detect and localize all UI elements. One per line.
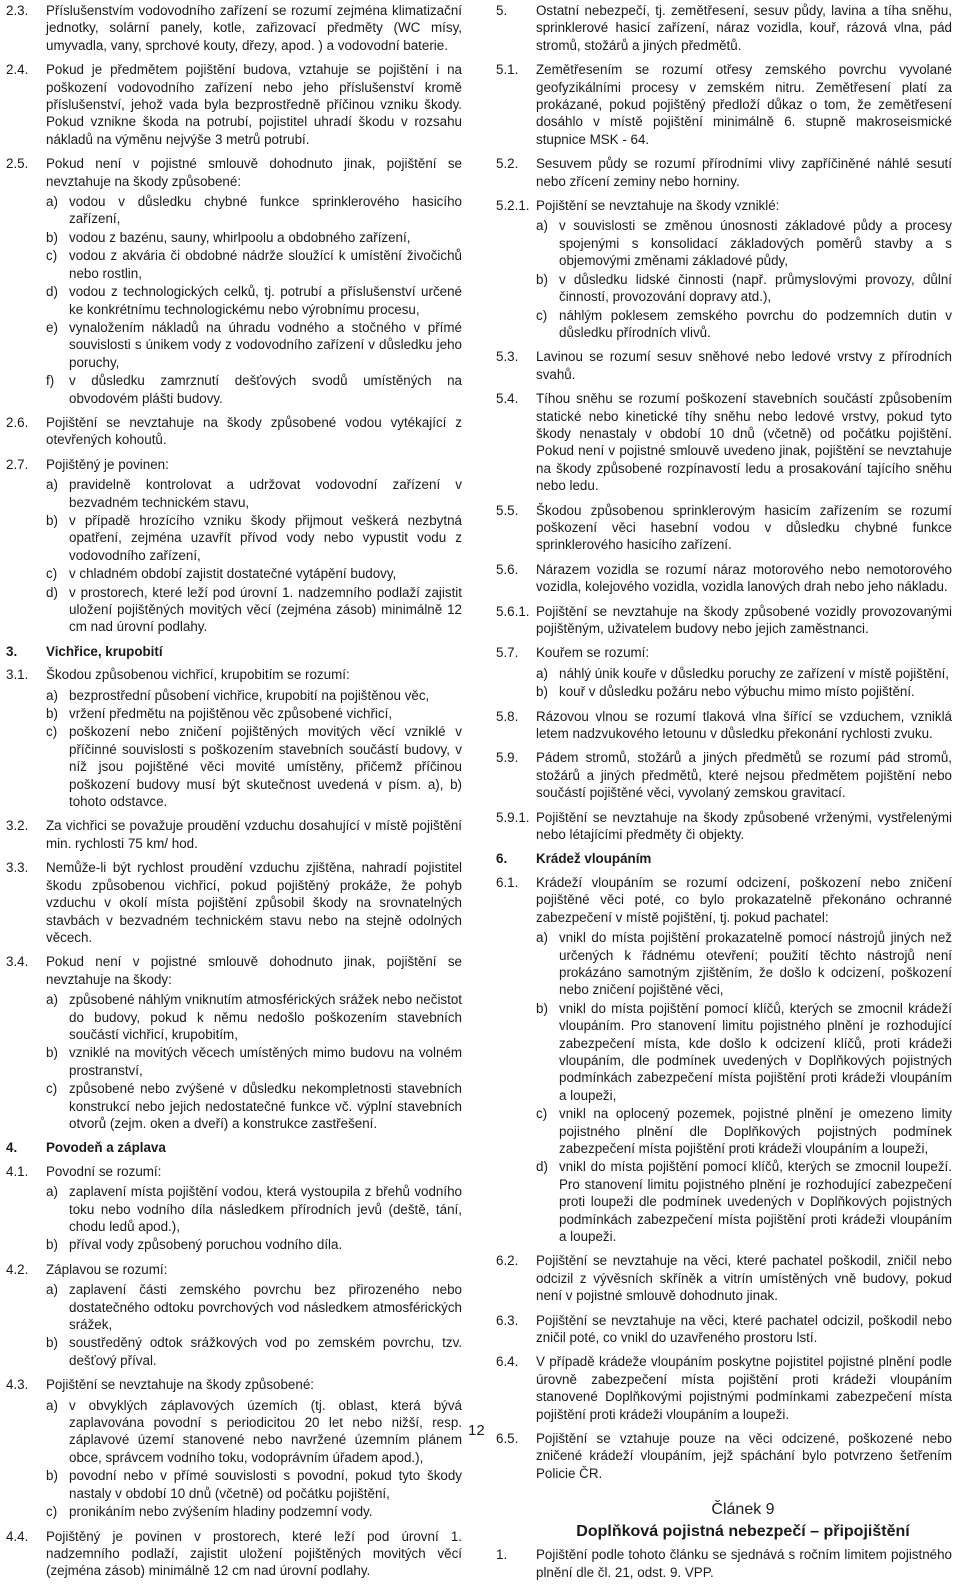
clause-number: 6.1. [496, 874, 519, 890]
list-item-text: vynaložením nákladů na úhradu vodného a stočného v přímé souvislosti s únikem vody z vodovodního zařízení v důsledku jeho poruchy, [69, 319, 462, 370]
list-item-text: kouř v důsledku požáru nebo výbuchu mimo místo pojištění. [559, 684, 915, 700]
clause-text: Pokud není v pojistné smlouvě dohodnuto jinak, pojištění se nevztahuje na škody: [46, 954, 462, 987]
section-heading-text: Vichřice, krupobití [46, 643, 163, 659]
clause [6, 1261, 462, 1278]
list-item-text: vodou z akvária či obdobné nádrže sloužící k umístění živočichů nebo rostlin, [69, 248, 462, 281]
list-item [6, 1281, 462, 1333]
clause [6, 2, 462, 54]
clause [6, 155, 462, 190]
clause [6, 1528, 462, 1580]
list-item-letter: a) [46, 1282, 58, 1298]
clause [496, 809, 952, 844]
clause-number: 5.2. [496, 156, 519, 172]
list-item-text: vnikl na oplocený pozemek, pojistné plnění je omezeno limity pojistného plnění dle Doplňkových pojistných podmínek zabezpečení místa pojištění proti krádeži vloupáním a loupeži, [559, 1106, 952, 1156]
list-item-letter: a) [46, 194, 58, 210]
list-item-text: v chladném období zajistit dostatečné vytápění budovy, [69, 566, 397, 582]
clause-number: 5.6. [496, 561, 519, 577]
list-item [496, 665, 952, 682]
clause-text: Pojištění podle tohoto článku se sjednává s ročním limitem pojistného plnění dle čl. 21, odst. 9. VPP. [536, 1547, 952, 1580]
list-item [6, 1397, 462, 1467]
page-number: 12 [468, 1422, 485, 1439]
list-item [6, 229, 462, 246]
clause-number: 5.3. [496, 349, 519, 365]
clause [496, 874, 952, 926]
clause-number: 5.5. [496, 502, 519, 518]
clause [6, 61, 462, 148]
clause-number: 5.7. [496, 645, 519, 661]
section-heading-text: Krádež vloupáním [536, 851, 652, 867]
clause-number: 2.4. [6, 62, 29, 78]
clause [496, 61, 952, 148]
clause-text: Rázovou vlnou se rozumí tlaková vlna šířící se vzduchem, vzniklá letem nadzvukového letounu v důsledku překonání rychlosti zvuku. [536, 708, 952, 742]
list-item-letter: f) [46, 373, 55, 389]
list-item [6, 1467, 462, 1502]
list-item [6, 1044, 462, 1079]
list-item-text: způsobené nebo zvýšené v důsledku nekompletnosti stavebních konstrukcí nebo jejich nedostatečné funkce vč. výplní stavebních otvorů (zejm. oken a dveří) a konstrukce zastřešení. [69, 1081, 462, 1131]
clause-text: Pokud není v pojistné smlouvě dohodnuto jinak, pojištění se nevztahuje na škody způsobené: [46, 156, 462, 189]
list-item-text: způsobené náhlým vniknutím atmosférických srážek nebo nečistot do budovy, pokud k němu nedošlo poškozením stavebních součástí vichřicí, krupobitím, [69, 992, 462, 1042]
list-item-letter: b) [46, 1237, 58, 1253]
clause-number: 3.4. [6, 954, 29, 970]
article-clauses [496, 1546, 952, 1581]
list-item-letter: c) [46, 1504, 58, 1520]
list-item [6, 476, 462, 511]
clause-text: Pojištění se nevztahuje na věci, které pachatel poškodil, zničil nebo odcizil z vývěsních skříněk a vitrín umístěných vně budovy, pokud není v pojistné smlouvě dohodnuto jinak. [536, 1253, 952, 1304]
list-item [6, 1183, 462, 1235]
clause-number: 2.3. [6, 3, 29, 18]
clause-number: 4.4. [6, 1528, 29, 1544]
list-item [6, 319, 462, 371]
clause-text: Za vichřici se považuje proudění vzduchu dosahující v místě pojištění min. rychlosti 75 km/ hod. [46, 818, 462, 851]
list-item-letter: d) [536, 1159, 548, 1175]
clause-text: Škodou způsobenou sprinklerovým hasicím zařízením se rozumí poškození věci hasební vodou v důsledku chybné funkce sprinklerového hasicího zařízení. [536, 502, 952, 553]
clause-number: 1. [496, 1547, 508, 1563]
clause-number: 4.2. [6, 1261, 29, 1277]
clause-text: Pojištěný je povinen v prostorech, které leží pod úrovní 1. nadzemního podlaží, zajistit uložení pojištěných movitých věcí (zejména zásob) minimálně 12 cm nad úrovní podlahy. [46, 1528, 462, 1579]
clause [496, 197, 952, 214]
clause [496, 603, 952, 638]
clause-number: 4.3. [6, 1377, 29, 1393]
clause-number: 4.1. [6, 1163, 29, 1179]
list-item [496, 307, 952, 342]
clause-text: Nemůže-li být rychlost proudění vzduchu zjištěna, nahradí pojistitel škodu způsobenou vichřicí, pokud pojištěný prokáže, že pohyb vzduchu v okolí místa pojištění způsobil škody na srovnatelných stavbách v bezvadném technickém stavu nebo na stejně odolných věcech. [46, 860, 462, 945]
list-item [6, 584, 462, 636]
clause [496, 749, 952, 801]
clause-text: Tíhou sněhu se rozumí poškození stavebních součástí způsobením statické nebo kinetické tíhy sněhu nebo ledové vrstvy, pokud tyto škody nenastaly v období 10 dnů (včetně) od počátku pojištění. Pokud není v pojistné smlouvě uvedeno jinak, pojištění se nevztahuje na škody způsobené rozpínavostí ledu a prosakování tajícího sněhu nebo ledu. [536, 391, 952, 494]
clause [6, 666, 462, 683]
list-item-letter: b) [46, 1335, 58, 1351]
list-item [496, 271, 952, 306]
clause-number: 5.9. [496, 750, 519, 766]
list-item-letter: b) [46, 1468, 58, 1484]
list-item-text: vnikl do místa pojištění prokazatelně pomocí nástrojů jiných než určených k řádnému otevření; použití těchto nástrojů není prokázáno samotným zjištěním, že došlo k odcizení, poškození nebo zničení pojištěné věci, [559, 930, 952, 998]
list-item [6, 283, 462, 318]
list-item-letter: d) [46, 584, 58, 600]
clause-number: 5.2.1. [496, 198, 530, 214]
clause-number: 5.1. [496, 62, 519, 78]
clause-text: Pojištění se nevztahuje na škody vzniklé: [536, 198, 780, 214]
list-item-text: vodou z technologických celků, tj. potrubí a příslušenství určené ke konkrétnímu technologickému nebo výrobnímu procesu, [69, 284, 462, 317]
clause-number: 3.3. [6, 860, 29, 876]
clause-number: 5.9.1. [496, 809, 530, 825]
clause [6, 414, 462, 449]
clause [6, 456, 462, 473]
list-item [6, 565, 462, 582]
clause-text: Sesuvem půdy se rozumí přírodními vlivy zapříčiněné náhlé sesutí nebo zřícení zeminy nebo horniny. [536, 156, 952, 189]
clause [496, 561, 952, 596]
clause-text: Zemětřesením se rozumí otřesy zemského povrchu vyvolané geofyzikálními procesy v zemském nitru. Zemětřesení platí za prokázané, pokud pojištěný předloží důkaz o tom, že zemětřesení dosáhlo v místě pojištění minimálně 6. stupně makroseismické stupnice MSK - 64. [536, 62, 952, 147]
list-item-text: zaplavení části zemského povrchu bez přirozeného nebo dostatečného odtoku povrchových vod následkem atmosférických srážek, [69, 1282, 462, 1333]
list-item-text: bezprostřední působení vichřice, krupobití na pojištěnou věc, [69, 687, 430, 703]
clause-number: 6.4. [496, 1354, 519, 1370]
clause-text: Škodou způsobenou vichřicí, krupobitím se rozumí: [46, 667, 350, 683]
left-column [6, 2, 462, 1587]
clause-text: Pádem stromů, stožárů a jiných předmětů se rozumí pád stromů, stožárů a jiných předmětů, které nejsou předmětem pojištění nebo součástí pojištěné věci, vyvolaný zemskou gravitací. [536, 750, 952, 801]
clause-text: Záplavou se rozumí: [46, 1261, 168, 1277]
list-item [6, 1080, 462, 1132]
clause [496, 348, 952, 383]
list-item-letter: c) [536, 1106, 548, 1122]
list-item-letter: b) [46, 229, 58, 245]
clause [496, 1430, 952, 1482]
clause-number: 2.7. [6, 456, 29, 472]
list-item-letter: c) [46, 566, 58, 582]
list-item [496, 929, 952, 999]
clause-text: Příslušenstvím vodovodního zařízení se rozumí zejména klimatizační jednotky, solární panely, kotle, zařizovací předměty (WC mísy, umyvadla, vany, sprchové kouty, dřezy, apod. ) a vodovodní baterie. [46, 3, 462, 53]
list-item-letter: c) [46, 724, 58, 740]
section-heading [6, 1139, 462, 1156]
list-item [496, 1158, 952, 1245]
list-item-text: poškození nebo zničení pojištěných movitých věcí vzniklé v příčinné souvislosti s poškozením stavebních součástí budovy, v níž jsou pojištěné věci movité umístěny, přičemž příčinou poškození budovy musí být skutečnost uvedená v písm. a), b) tohoto odstavce. [69, 724, 462, 810]
list-item [6, 705, 462, 722]
list-item-letter: b) [536, 271, 548, 287]
clause-text: Pojištěný je povinen: [46, 456, 169, 472]
clause-number: 4. [6, 1140, 18, 1156]
list-item-text: vodou v důsledku chybné funkce sprinklerového hasicího zařízení, [69, 194, 462, 227]
section-heading [496, 850, 952, 867]
list-item [496, 1105, 952, 1157]
clause-number: 5. [496, 3, 508, 18]
list-item [6, 512, 462, 564]
list-item [496, 683, 952, 700]
section-heading-text: Povodeň a záplava [46, 1140, 166, 1156]
clause-text: V případě krádeže vloupáním poskytne pojistitel pojistné plnění podle úrovně zabezpečení místa pojištění proti krádeži vloupáním stanovené Doplňkovými pojistnými podmínkami zabezpečení místa pojištění proti krádeži vloupáním a loupeži. [536, 1354, 952, 1422]
list-item [6, 723, 462, 810]
list-item-letter: c) [46, 1081, 58, 1097]
list-item-text: vržení předmětu na pojištěnou věc způsobené vichřicí, [69, 706, 393, 722]
clause-text: Nárazem vozidla se rozumí náraz motorového nebo nemotorového vozidla, kolejového vozidla, vozidla lanových drah nebo jeho nákladu. [536, 561, 952, 595]
clause [496, 1546, 952, 1581]
list-item-text: náhlým poklesem zemského povrchu do podzemních dutin v důsledku přírodních vlivů. [559, 307, 952, 340]
clause [6, 1376, 462, 1393]
list-item [6, 991, 462, 1043]
clause [496, 2, 952, 54]
list-item-letter: a) [536, 218, 548, 234]
list-item-text: v prostorech, které leží pod úrovní 1. nadzemního podlaží zajistit uložení pojištěných movitých věcí (zejména zásob) minimálně 12 cm nad úrovní podlahy. [69, 584, 462, 635]
list-item-text: vnikl do místa pojištění pomocí klíčů, kterých se zmocnil loupeží. Pro stanovení limitu pojistného plnění je rozhodující zabezpečení proti loupeži dle podmínek uvedených v Doplňkových pojistných podmínkách zabezpečení místa pojištění proti krádeži vloupáním a loupeži. [559, 1159, 952, 1244]
list-item-text: vnikl do místa pojištění pomocí klíčů, kterých se zmocnil krádeží vloupáním. Pro stanovení limitu pojistného plnění je rozhodující zabezpečení místa, kde došlo k odcizení klíčů, proti krádeži vloupáním, dle podmínek uvedených v Doplňkových pojistných podmínkách zabezpečení místa pojištění proti krádeži vloupáním a loupeži, [559, 1000, 952, 1103]
clause-text: Pojištění se nevztahuje na věci, které pachatel odcizil, poškodil nebo zničil poté, co vnikl do uzavřeného prostoru lstí. [536, 1312, 952, 1346]
list-item-text: v důsledku zamrznutí dešťových svodů umístěných na obvodovém plášti budovy. [69, 373, 462, 406]
right-column [496, 2, 952, 1588]
clause-number: 2.5. [6, 156, 29, 172]
list-item [6, 1334, 462, 1369]
list-item-text: vzniklé na movitých věcech umístěných mimo budovu na volném prostranství, [69, 1045, 462, 1078]
clause [6, 1163, 462, 1180]
article-subtitle: Doplňková pojistná nebezpečí – připojištění [576, 1523, 910, 1541]
clause [496, 644, 952, 661]
list-item-text: zaplavení místa pojištění vodou, která vystoupila z břehů vodního toku nebo vodního díla následkem přírodních jevů (deště, tání, chodu ledů apod.), [69, 1184, 462, 1234]
clause-number: 6.5. [496, 1431, 519, 1447]
list-item [6, 193, 462, 228]
list-item-text: v obvyklých záplavových územích (tj. oblast, která bývá zaplavována povodní s periodicitou 20 let nebo nižší, resp. záplavové území stanovené nebo navržené územním plánem obce, správcem vodního toku, vodoprávním úřadem apod.), [69, 1397, 462, 1465]
list-item-letter: b) [536, 1000, 548, 1016]
list-item [6, 1503, 462, 1520]
list-item-text: příval vody způsobený poruchou vodního díla. [69, 1237, 343, 1253]
clause [496, 1312, 952, 1347]
clause-text: Pojištění se nevztahuje na škody způsobené vrženými, vystřelenými nebo létajícími předměty či objekty. [536, 809, 952, 843]
list-item [496, 217, 952, 269]
clause-text: Pokud je předmětem pojištění budova, vztahuje se pojištění i na poškození vodovodního zařízení nebo jeho příslušenství kromě příslušenství, jehož vada byla bezprostředně příčinou vzniku škody. Pokud vznikne škoda na potrubí, pojistitel uhradí škodu v rozsahu nákladů na výměnu nejvýše 3 metrů potrubí. [46, 62, 462, 147]
clause-number: 5.8. [496, 708, 519, 724]
list-item-letter: a) [46, 992, 58, 1008]
clause-number: 2.6. [6, 414, 29, 430]
list-item [496, 1000, 952, 1104]
list-item-text: v důsledku lidské činnosti (např. průmyslovými provozy, důlní činností, provozování dopravy atd.), [559, 271, 952, 305]
clause [496, 708, 952, 743]
list-item-letter: b) [46, 1045, 58, 1061]
list-item-text: povodní nebo v přímé souvislosti s povodní, pokud tyto škody nastaly v období 10 dnů (včetně) od počátku pojištění, [69, 1468, 462, 1501]
clause-text: Ostatní nebezpečí, tj. zemětřesení, sesuv půdy, lavina a tíha sněhu, sprinklerové hasicí zařízení, náraz vozidla, kouř, rázová vlna, pád stromů, stožárů a jiných předmětů. [536, 3, 952, 53]
list-item-letter: a) [46, 1184, 58, 1200]
list-item-text: pronikáním nebo zvýšením hladiny podzemní vody. [69, 1504, 373, 1520]
list-item-letter: a) [46, 1397, 58, 1413]
right-column-clauses [496, 2, 952, 1482]
clause-text: Lavinou se rozumí sesuv sněhové nebo ledové vrstvy z přírodních svahů. [536, 349, 952, 382]
clause-text: Pojištění se vztahuje pouze na věci odcizené, poškozené nebo zničené krádeží vloupáním, jejž spáchání bylo potvrzeno šetřením Policie ČR. [536, 1431, 952, 1481]
list-item-letter: b) [46, 512, 58, 528]
clause-number: 3.2. [6, 818, 29, 834]
clause-text: Povodní se rozumí: [46, 1163, 162, 1179]
clause-number: 6.3. [496, 1312, 519, 1328]
list-item-text: pravidelně kontrolovat a udržovat vodovodní zařízení v bezvadném technickém stavu, [69, 477, 462, 510]
clause-text: Pojištění se nevztahuje na škody způsobené vozidly provozovanými pojištěným, uživatelem budovy nebo jejich zaměstnanci. [536, 603, 952, 636]
clause-text: Pojištění se nevztahuje na škody způsobené: [46, 1377, 314, 1393]
list-item-text: v souvislosti se změnou únosnosti základové půdy a procesy spojenými s konsolidací základových poměrů stavby a s objemovými změnami základové půdy, [559, 218, 952, 269]
list-item-text: náhlý únik kouře v důsledku poruchy ze zařízení v místě pojištění, [559, 665, 950, 681]
clause [496, 155, 952, 190]
clause-number: 5.6.1. [496, 603, 530, 619]
clause [496, 1252, 952, 1304]
clause-number: 5.4. [496, 391, 519, 407]
clause [496, 502, 952, 554]
clause [6, 817, 462, 852]
list-item [6, 372, 462, 407]
list-item [6, 247, 462, 282]
list-item-letter: a) [46, 477, 58, 493]
section-heading [6, 643, 462, 660]
clause [496, 1353, 952, 1423]
list-item-letter: c) [536, 307, 548, 323]
list-item-letter: c) [46, 248, 58, 264]
list-item-text: v případě hrozícího vzniku škody přijmout veškerá nezbytná opatření, zejména uzavřít přívod vody nebo vypustit vodu z vodovodního zařízení, [69, 512, 462, 563]
list-item [6, 1236, 462, 1253]
clause-text: Kouřem se rozumí: [536, 645, 650, 661]
list-item-letter: b) [46, 706, 58, 722]
clause [496, 390, 952, 494]
clause-text: Pojištění se nevztahuje na škody způsobené vodou vytékající z otevřených kohoutů. [46, 414, 462, 448]
list-item-letter: e) [46, 319, 58, 335]
list-item-letter: a) [536, 665, 548, 681]
clause [6, 859, 462, 946]
clause-text: Krádeží vloupáním se rozumí odcizení, poškození nebo zničení pojištěné věci poté, co bylo prokazatelně překonáno ochranné zabezpečení v místě pojištění, tj. pokud pachatel: [536, 874, 952, 925]
list-item-letter: d) [46, 284, 58, 300]
clause-number: 6.2. [496, 1253, 519, 1269]
clause [6, 953, 462, 988]
list-item-text: vodou z bazénu, sauny, whirlpoolu a obdobného zařízení, [69, 229, 411, 245]
list-item-letter: a) [46, 687, 58, 703]
clause-number: 6. [496, 851, 508, 867]
clause-number: 3.1. [6, 667, 29, 683]
list-item-text: soustředěný odtok srážkových vod po zemském povrchu, tzv. dešťový příval. [69, 1335, 462, 1368]
article-title: Článek 9 [711, 1501, 775, 1519]
list-item-letter: b) [536, 684, 548, 700]
list-item [6, 687, 462, 704]
list-item-letter: a) [536, 930, 548, 946]
clause-number: 3. [6, 643, 18, 659]
